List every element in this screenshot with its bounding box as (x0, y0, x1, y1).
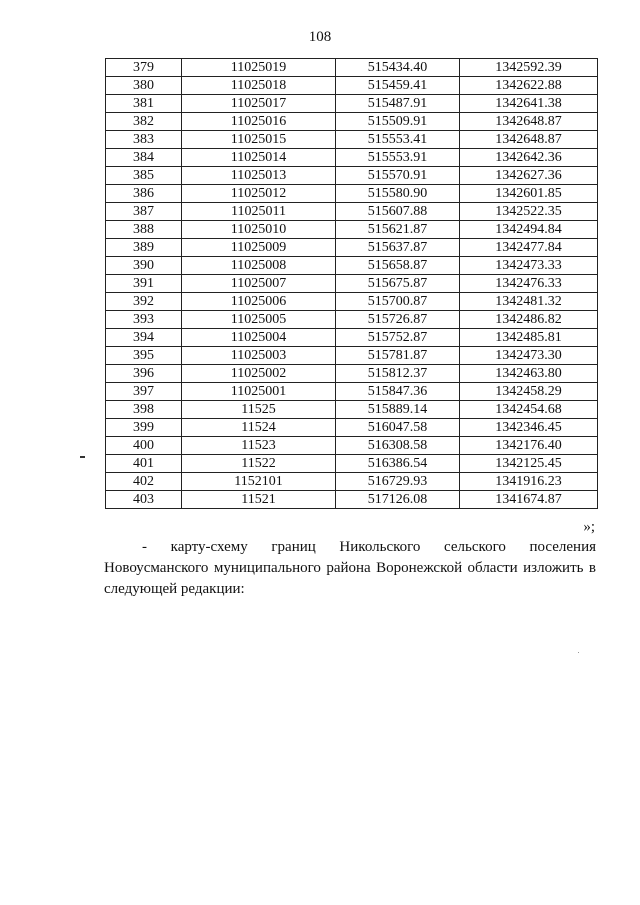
coordinate-y-cell: 1342592.39 (460, 59, 598, 77)
point-number-cell: 396 (106, 365, 182, 383)
point-number-cell: 383 (106, 131, 182, 149)
coordinate-y-cell: 1342346.45 (460, 419, 598, 437)
coordinate-x-cell: 516729.93 (336, 473, 460, 491)
coordinate-y-cell: 1341674.87 (460, 491, 598, 509)
point-code-cell: 11524 (182, 419, 336, 437)
point-code-cell: 11025008 (182, 257, 336, 275)
body-paragraph (104, 537, 596, 600)
point-code-cell: 11025006 (182, 293, 336, 311)
table-row (106, 77, 598, 95)
point-number-cell: 395 (106, 347, 182, 365)
coordinate-y-cell: 1342485.81 (460, 329, 598, 347)
coordinate-x-cell: 515700.87 (336, 293, 460, 311)
point-code-cell: 1152101 (182, 473, 336, 491)
table-row (106, 365, 598, 383)
point-number-cell: 403 (106, 491, 182, 509)
point-code-cell: 11025001 (182, 383, 336, 401)
point-code-cell: 11025016 (182, 113, 336, 131)
point-code-cell: 11025004 (182, 329, 336, 347)
point-code-cell: 11025015 (182, 131, 336, 149)
point-code-cell: 11525 (182, 401, 336, 419)
table-row (106, 257, 598, 275)
coordinate-y-cell: 1342481.32 (460, 293, 598, 311)
table-row (106, 419, 598, 437)
point-code-cell: 11025013 (182, 167, 336, 185)
coordinate-y-cell: 1342458.29 (460, 383, 598, 401)
point-code-cell: 11025010 (182, 221, 336, 239)
point-number-cell: 401 (106, 455, 182, 473)
point-code-cell: 11025014 (182, 149, 336, 167)
coordinate-y-cell: 1342473.33 (460, 257, 598, 275)
coordinate-x-cell: 515459.41 (336, 77, 460, 95)
point-number-cell: 380 (106, 77, 182, 95)
point-code-cell: 11025007 (182, 275, 336, 293)
point-code-cell: 11523 (182, 437, 336, 455)
point-number-cell: 381 (106, 95, 182, 113)
coordinate-x-cell: 515847.36 (336, 383, 460, 401)
point-number-cell: 402 (106, 473, 182, 491)
coordinate-x-cell: 515553.91 (336, 149, 460, 167)
coordinate-y-cell: 1342486.82 (460, 311, 598, 329)
table-row (106, 383, 598, 401)
point-number-cell: 387 (106, 203, 182, 221)
coordinates-table-body (106, 59, 598, 509)
coordinate-x-cell: 515434.40 (336, 59, 460, 77)
table-row (106, 311, 598, 329)
point-number-cell: 382 (106, 113, 182, 131)
point-code-cell: 11025018 (182, 77, 336, 95)
table-row (106, 113, 598, 131)
coordinate-y-cell: 1342601.85 (460, 185, 598, 203)
coordinate-x-cell: 515781.87 (336, 347, 460, 365)
coordinate-x-cell: 515752.87 (336, 329, 460, 347)
coordinate-y-cell: 1342494.84 (460, 221, 598, 239)
point-code-cell: 11025017 (182, 95, 336, 113)
coordinate-x-cell: 516308.58 (336, 437, 460, 455)
coordinate-y-cell: 1342522.35 (460, 203, 598, 221)
coordinate-x-cell: 517126.08 (336, 491, 460, 509)
coordinate-x-cell: 516386.54 (336, 455, 460, 473)
point-code-cell: 11025019 (182, 59, 336, 77)
table-row (106, 275, 598, 293)
coordinate-y-cell: 1342454.68 (460, 401, 598, 419)
point-number-cell: 388 (106, 221, 182, 239)
coordinate-x-cell: 515580.90 (336, 185, 460, 203)
point-number-cell: 400 (106, 437, 182, 455)
point-number-cell: 392 (106, 293, 182, 311)
point-code-cell: 11025009 (182, 239, 336, 257)
table-row (106, 329, 598, 347)
coordinate-y-cell: 1342477.84 (460, 239, 598, 257)
point-number-cell: 385 (106, 167, 182, 185)
point-number-cell: 386 (106, 185, 182, 203)
coordinate-y-cell: 1342476.33 (460, 275, 598, 293)
point-number-cell: 394 (106, 329, 182, 347)
coordinate-x-cell: 516047.58 (336, 419, 460, 437)
point-number-cell: 391 (106, 275, 182, 293)
coordinate-x-cell: 515637.87 (336, 239, 460, 257)
coordinates-table (105, 58, 598, 509)
point-number-cell: 389 (106, 239, 182, 257)
table-row (106, 95, 598, 113)
coordinate-y-cell: 1342463.80 (460, 365, 598, 383)
coordinate-y-cell: 1342648.87 (460, 113, 598, 131)
point-code-cell: 11521 (182, 491, 336, 509)
point-code-cell: 11025011 (182, 203, 336, 221)
table-row (106, 473, 598, 491)
coordinate-y-cell: 1342627.36 (460, 167, 598, 185)
point-number-cell: 379 (106, 59, 182, 77)
coordinate-x-cell: 515570.91 (336, 167, 460, 185)
table-row (106, 203, 598, 221)
coordinate-x-cell: 515889.14 (336, 401, 460, 419)
coordinate-x-cell: 515675.87 (336, 275, 460, 293)
coordinate-y-cell: 1341916.23 (460, 473, 598, 491)
table-row (106, 239, 598, 257)
table-row (106, 491, 598, 509)
coordinate-y-cell: 1342125.45 (460, 455, 598, 473)
margin-mark (80, 456, 85, 458)
page-number: 108 (308, 29, 332, 45)
coordinate-x-cell: 515509.91 (336, 113, 460, 131)
point-number-cell: 397 (106, 383, 182, 401)
coordinate-x-cell: 515621.87 (336, 221, 460, 239)
table-row (106, 149, 598, 167)
coordinate-x-cell: 515553.41 (336, 131, 460, 149)
coordinate-y-cell: 1342473.30 (460, 347, 598, 365)
table-row (106, 59, 598, 77)
table-row (106, 347, 598, 365)
table-row (106, 221, 598, 239)
scan-speck (578, 652, 579, 653)
coordinate-y-cell: 1342176.40 (460, 437, 598, 455)
table-row (106, 167, 598, 185)
coordinate-y-cell: 1342622.88 (460, 77, 598, 95)
coordinate-x-cell: 515726.87 (336, 311, 460, 329)
point-code-cell: 11025002 (182, 365, 336, 383)
coordinate-x-cell: 515607.88 (336, 203, 460, 221)
point-number-cell: 399 (106, 419, 182, 437)
coordinate-x-cell: 515658.87 (336, 257, 460, 275)
coordinate-x-cell: 515487.91 (336, 95, 460, 113)
table-row (106, 437, 598, 455)
point-number-cell: 390 (106, 257, 182, 275)
coordinate-y-cell: 1342642.36 (460, 149, 598, 167)
coordinate-y-cell: 1342641.38 (460, 95, 598, 113)
point-number-cell: 384 (106, 149, 182, 167)
point-code-cell: 11025012 (182, 185, 336, 203)
table-row (106, 185, 598, 203)
point-number-cell: 398 (106, 401, 182, 419)
point-code-cell: 11025005 (182, 311, 336, 329)
point-code-cell: 11025003 (182, 347, 336, 365)
coordinate-y-cell: 1342648.87 (460, 131, 598, 149)
point-code-cell: 11522 (182, 455, 336, 473)
paragraph-text: - карту-схему границ Никольского сельского поселения Новоусманского муниципального района Воронежской области изложить в следующей редакции: (104, 539, 596, 597)
table-row (106, 401, 598, 419)
point-number-cell: 393 (106, 311, 182, 329)
coordinate-x-cell: 515812.37 (336, 365, 460, 383)
table-row (106, 455, 598, 473)
table-row (106, 293, 598, 311)
closing-quote: »; (583, 519, 595, 535)
table-row (106, 131, 598, 149)
